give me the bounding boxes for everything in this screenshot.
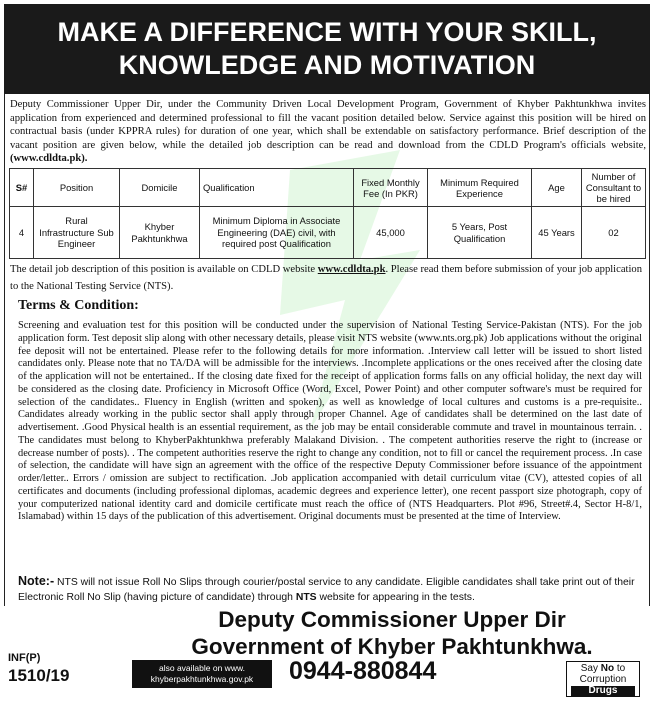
cell-qualification: Minimum Diploma in Associate Engineering (DAE) civil, with required post Qualification	[200, 207, 354, 259]
phone-number: 0944-880844	[289, 657, 437, 685]
cell-consultants: 02	[582, 207, 646, 259]
web-line-2: khyberpakhtunkhwa.gov.pk	[150, 674, 254, 684]
cell-experience: 5 Years, Post Qualification	[428, 207, 532, 259]
web-line-1: also available on www.	[159, 663, 245, 673]
note-bold: NTS	[295, 591, 317, 603]
detail-text-after: . Please read them before submission of your job application to the National Testing Service (NTS).	[10, 264, 643, 292]
table-row	[10, 207, 646, 259]
inf-label: INF(P)	[8, 652, 41, 664]
cell-age: 45 Years	[532, 207, 582, 259]
cell-sno: 4	[10, 207, 34, 259]
header-age: Age	[532, 169, 582, 207]
issuer-block	[134, 606, 650, 660]
detail-text-before: The detail job description of this position is available on CDLD website	[10, 264, 318, 275]
note-label: Note:-	[18, 574, 55, 588]
issuer-line-1: Deputy Commissioner Upper Dir	[218, 607, 566, 632]
note-paragraph	[18, 574, 642, 605]
say-no-text-c: to	[614, 663, 626, 674]
table-header-row	[10, 169, 646, 207]
corruption-text: Corruption	[579, 673, 627, 685]
headline-line-1: MAKE A DIFFERENCE WITH YOUR SKILL,	[57, 17, 597, 47]
issuer-line-2: Government of Khyber Pakhtunkhwa.	[191, 634, 593, 659]
terms-text: Screening and evaluation test for this position will be conducted under the supervision of National Testing Service-Pakistan (NTS). For the job application form. Test deposit slip along with other necessary details, please visit NTS website (www.nts.org.pk) Job applications without the original fee deposit will not be entertained. Please refer to the following details for more information. .Interview call letter will be issued to short listed candidates only. Please note that no TA/DA will be admissible for the interviews. .Incomplete applications or the ones received after the closing date of the application will not be entertained.. If the closing date fixed for the receipt of application forms falls on any official holiday, the next day will be considered as the closing date. Proficiency in Microsoft Office (Word, Excel, Power Point) and other computer software's must be required for selection of the candidates.. Fluency in English (written and spoken), as well as knowledge of local cultures and customs is a pre-requisite.. Candidates already working in the public sector shall apply through proper Channel. Age of candidates shall be determined on the last date of advertisement. .Good Physical health is an essential requirement, as the job may be entail considerable commute and travel in mountainous terrain. . The candidates must belong to KhyberPakhtunkhwa preferably Malakand Division. . The competent authorities reserve the right to (increase or decrease number of posts). . The competent authorities reserve the right to change any condition, not to fill or cancel the requirement process. .In case of selection, the candidate will have sign an agreement with the office of the respective Deputy Commissioner before issuance of the appointment order/letter.. Errors / omission are subject to rectification. .Job application accompanied with detail curriculum vitae (CV), attested copies of all certificates and documents (including professional diplomas, academic degrees and experience letter), one recent passport size photograph, copy of your computerized national identity card and domicile certificate must reach the office of (NTS Headquarters. Plot #96, Street#.4, Sector H-8/1, Islamabad) within 15 days of the publication of this advertisement. Original documents must be presented at the time of Interview.	[18, 320, 642, 523]
note-text-before: NTS will not issue Roll No Slips through courier/postal service to any candidate. Eligible candidates shall take print out of their Electronic Roll No Slip (having picture of candidate) through	[18, 577, 635, 603]
header-qualification: Qualification	[200, 169, 354, 207]
header-sno: S#	[10, 169, 34, 207]
detail-paragraph	[10, 261, 646, 295]
header-domicile: Domicile	[120, 169, 200, 207]
say-no-text-a: Say	[580, 663, 601, 674]
note-text-after: website for appearing in the tests.	[316, 591, 475, 603]
header-consultants: Number of Consultant to be hired	[582, 169, 646, 207]
intro-website: (www.cdldta.pk).	[10, 153, 88, 165]
inf-number: 1510/19	[8, 666, 70, 685]
intro-paragraph	[10, 98, 646, 166]
headline-banner	[4, 4, 650, 94]
terms-heading: Terms & Condition:	[18, 298, 139, 313]
say-no-text-b: No	[600, 663, 615, 674]
cell-fee: 45,000	[354, 207, 428, 259]
headline-line-2: KNOWLEDGE AND MOTIVATION	[118, 50, 536, 80]
intro-text: Deputy Commissioner Upper Dir, under the Community Driven Local Development Program, Government of Khyber Pakhtunkhwa invites application from experienced and determined professional to fill the vacant position detailed below. Service against this position will be hired on contractual basis (under KPPRA rules) for duration of one year, which shall be extendable on satisfactory performance. Brief description of the vacant position are given below, while the detailed job description can be read and download from the CDLD Program's officials website,	[10, 99, 646, 151]
footer	[4, 606, 650, 702]
web-badge	[132, 660, 272, 688]
header-fee: Fixed Monthly Fee (In PKR)	[354, 169, 428, 207]
cell-domicile: Khyber Pakhtunkhwa	[120, 207, 200, 259]
cdld-website-link[interactable]: www.cdldta.pk	[317, 264, 386, 275]
cell-position: Rural Infrastructure Sub Engineer	[34, 207, 120, 259]
say-no-corruption-badge	[566, 661, 640, 697]
drugs-text: Drugs	[571, 686, 635, 697]
header-experience: Minimum Required Experience	[428, 169, 532, 207]
header-position: Position	[34, 169, 120, 207]
vacancy-table	[9, 168, 646, 259]
